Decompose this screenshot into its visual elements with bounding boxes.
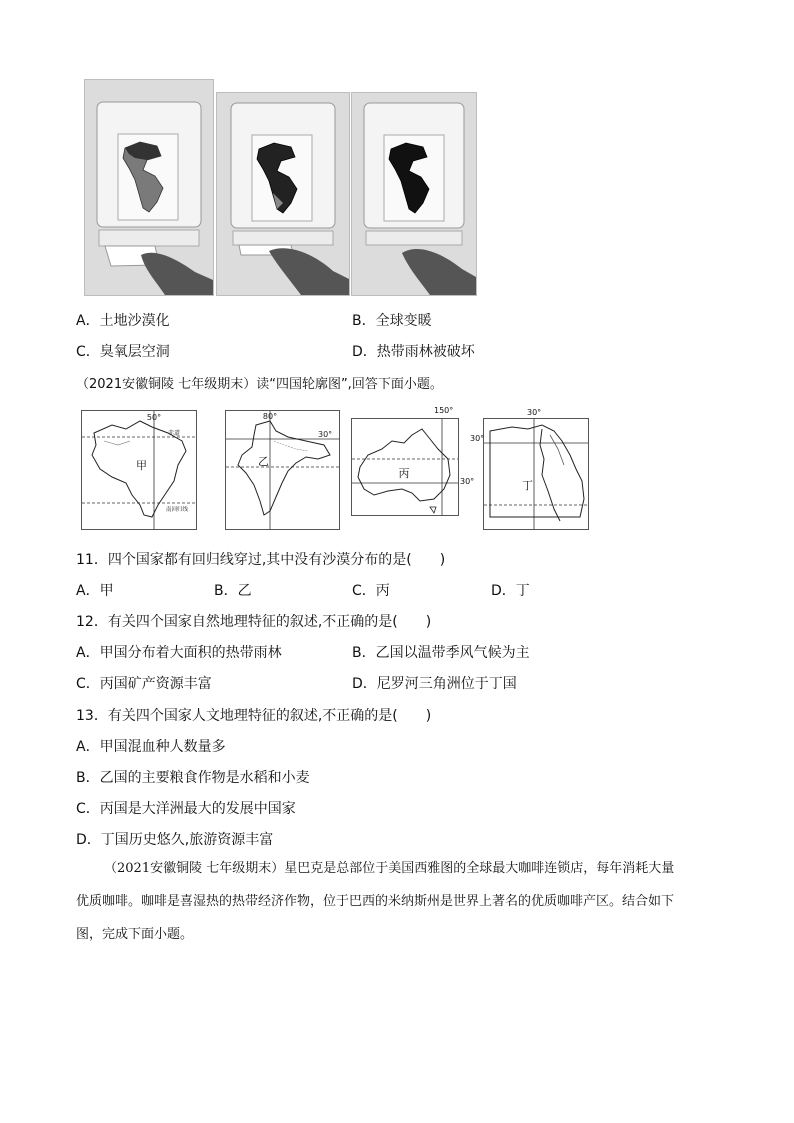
map-lon-label: 80° [262, 412, 278, 421]
map-egypt [483, 418, 589, 530]
map-australia [351, 418, 459, 516]
map-country-label: 乙 [258, 455, 269, 468]
question-group-intro: （2021安徽铜陵 七年级期末）读“四国轮廓图”,回答下面小题。 [76, 377, 443, 392]
dispenser-illustration [85, 80, 213, 295]
dispenser-photo-2 [216, 92, 350, 296]
map-lon-label: 30° [527, 408, 542, 417]
passage-line: 图，完成下面小题。 [76, 927, 194, 942]
q11-option-b: B．乙 [214, 583, 252, 599]
q11-option-c: C．丙 [352, 583, 390, 599]
question-12-stem: 12．有关四个国家自然地理特征的叙述,不正确的是( ) [76, 614, 432, 630]
passage-line: （2021安徽铜陵 七年级期末）星巴克是总部位于美国西雅图的全球最大咖啡连锁店，每年消耗大量 [104, 861, 675, 876]
option-d: D．热带雨林被破坏 [352, 344, 475, 360]
dispenser-illustration [217, 93, 349, 295]
map-lon-label: 150° [434, 406, 454, 415]
passage-paragraph [76, 852, 726, 951]
dispenser-illustration [352, 93, 476, 295]
dispenser-photo-1 [84, 79, 214, 296]
map-lat-label: 30° [318, 430, 333, 439]
q13-option-a: A．甲国混血种人数量多 [76, 739, 226, 755]
q12-option-d: D．尼罗河三角洲位于丁国 [352, 676, 517, 692]
q13-option-d: D．丁国历史悠久,旅游资源丰富 [76, 832, 274, 848]
map-lat-label: 30° [460, 477, 475, 486]
option-a: A．土地沙漠化 [76, 313, 170, 329]
option-b: B．全球变暖 [352, 313, 432, 329]
dispenser-photo-3 [351, 92, 477, 296]
q12-option-c: C．丙国矿产资源丰富 [76, 676, 212, 692]
map-tropic-label: 南回归线 [166, 507, 189, 513]
map-lon-label: 50° [146, 413, 162, 422]
q11-option-a: A．甲 [76, 583, 114, 599]
q13-option-c: C．丙国是大洋洲最大的发展中国家 [76, 801, 296, 817]
question-13-stem: 13．有关四个国家人文地理特征的叙述,不正确的是( ) [76, 708, 432, 724]
q13-option-b: B．乙国的主要粮食作物是水稻和小麦 [76, 770, 310, 786]
passage-line: 优质咖啡。咖啡是喜湿热的热带经济作物，位于巴西的米纳斯州是世界上著名的优质咖啡产区。结合如下 [76, 894, 675, 909]
map-lat-label: 30° [470, 434, 485, 443]
q12-option-a: A．甲国分布着大面积的热带雨林 [76, 645, 282, 661]
q12-option-b: B．乙国以温带季风气候为主 [352, 645, 530, 661]
map-country-label: 丁 [522, 479, 533, 492]
map-country-label: 甲 [136, 459, 147, 472]
q11-option-d: D．丁 [491, 583, 530, 599]
option-c: C．臭氧层空洞 [76, 344, 170, 360]
question-11-stem: 11．四个国家都有回归线穿过,其中没有沙漠分布的是( ) [76, 552, 446, 568]
map-brazil [81, 410, 197, 530]
map-equator-label: 赤道 [168, 430, 181, 437]
map-country-label: 丙 [398, 467, 410, 480]
map-india [225, 410, 340, 530]
